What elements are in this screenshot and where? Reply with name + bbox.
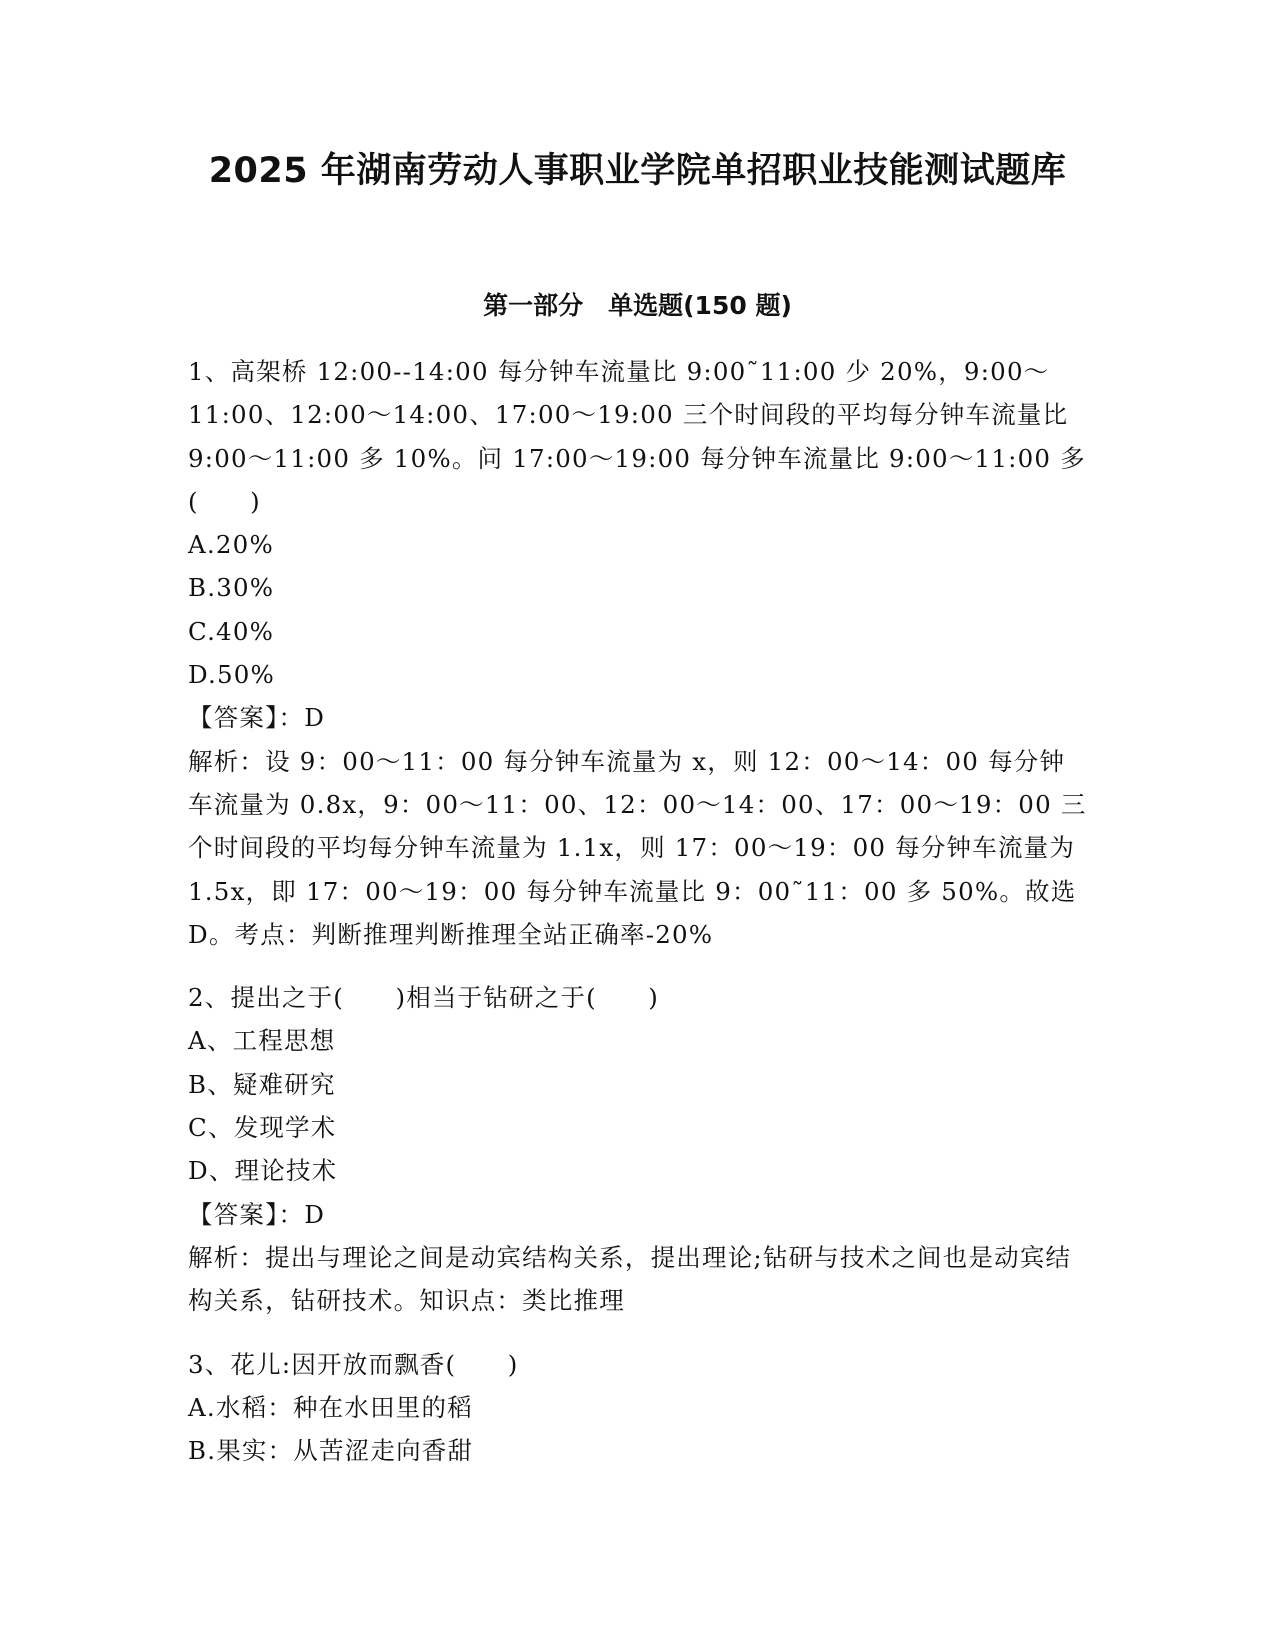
answer-value: D	[304, 703, 326, 733]
question-stem: 2、提出之于( )相当于钻研之于( )	[188, 983, 660, 1013]
option-a: A.20%	[188, 530, 274, 560]
option-c: C.40%	[188, 616, 275, 646]
option-b: B.30%	[188, 573, 275, 603]
question-1	[188, 350, 1088, 956]
answer-label: 【答案】：	[188, 1199, 305, 1229]
option-b: B、疑难研究	[188, 1069, 336, 1099]
analysis: 解析：设 9：00～11：00 每分钟车流量为 x，则 12：00～14：00 每分钟车流量为 0.8x，9：00～11：00、12：00～14：00、17：00～19：00 三个时间段的平均每分钟车流量为 1.1x，则 17：00～19：00 每分钟车流量为 1.5x，即 17：00～19：00 每分钟车流量比 9：00˜11：00 多 50%。故选 D。考点：判断推理判断推理全站正确率-20%	[188, 746, 1087, 949]
option-b: B.果实：从苦涩走向香甜	[188, 1436, 474, 1466]
answer-label: 【答案】：	[188, 703, 305, 733]
question-stem: 1、高架桥 12:00--14:00 每分钟车流量比 9:00˜11:00 少 20%，9:00～11:00、12:00～14:00、17:00～19:00 三个时间段的平均每分钟车流量比 9:00～11:00 多 10%。问 17:00～19:00 每分钟车流量比 9:00～11:00 多( )	[188, 357, 1086, 516]
answer-value: D	[304, 1199, 326, 1229]
question-stem: 3、花儿:因开放而飘香( )	[188, 1349, 519, 1379]
answer-line	[188, 1193, 1088, 1236]
question-3	[188, 1343, 1088, 1473]
option-d: D、理论技术	[188, 1156, 338, 1186]
section-title: 第一部分 单选题(150 题)	[483, 291, 792, 320]
page-title: 2025 年湖南劳动人事职业学院单招职业技能测试题库	[208, 151, 1067, 191]
question-list	[188, 350, 1088, 1472]
option-a: A.水稻：种在水田里的稻	[188, 1392, 473, 1422]
option-d: D.50%	[188, 660, 276, 690]
option-a: A、工程思想	[188, 1026, 336, 1056]
analysis: 解析：提出与理论之间是动宾结构关系，提出理论;钻研与技术之间也是动宾结构关系，钻研技术。知识点：类比推理	[188, 1242, 1072, 1316]
option-c: C、发现学术	[188, 1113, 337, 1143]
answer-line	[188, 696, 1088, 739]
question-2	[188, 976, 1088, 1322]
